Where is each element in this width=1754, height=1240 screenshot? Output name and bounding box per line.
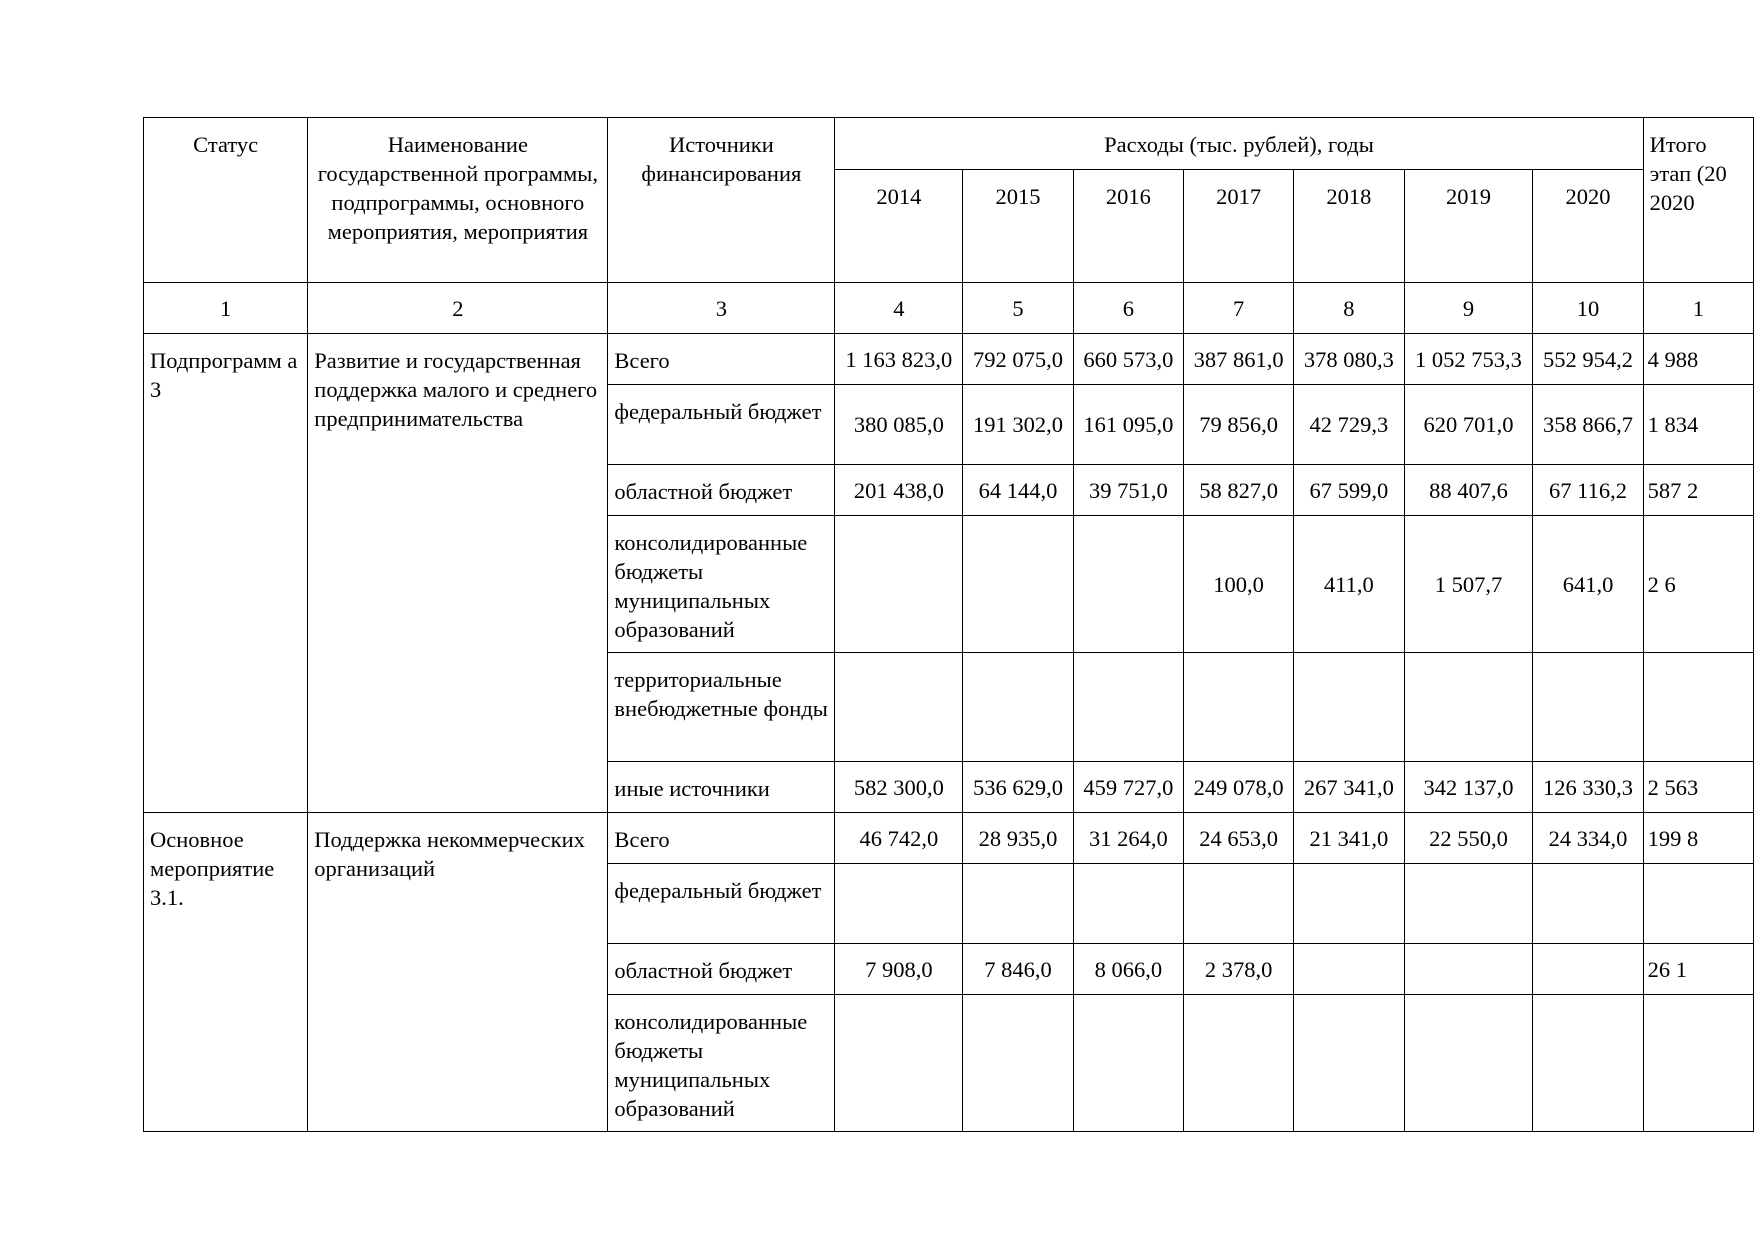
header-year: 2018 — [1294, 170, 1404, 283]
program-name-cell: Развитие и государственная поддержка малого и среднего предпринимательства — [308, 334, 608, 813]
expense-value-cell: 1 163 823,0 — [835, 334, 963, 385]
expense-value-cell: 459 727,0 — [1073, 762, 1183, 813]
total-value-cell: 4 988 — [1643, 334, 1753, 385]
header-year: 2015 — [963, 170, 1073, 283]
expense-value-cell — [1183, 864, 1293, 944]
expense-value-cell — [835, 516, 963, 653]
expense-value-cell: 378 080,3 — [1294, 334, 1404, 385]
expense-value-cell: 620 701,0 — [1404, 385, 1533, 465]
expense-value-cell: 660 573,0 — [1073, 334, 1183, 385]
table-body — [144, 334, 1754, 1132]
expense-value-cell: 582 300,0 — [835, 762, 963, 813]
total-value-cell — [1643, 864, 1753, 944]
budget-table — [143, 117, 1754, 1132]
status-cell: Подпрограмм а 3 — [144, 334, 308, 813]
expense-value-cell: 58 827,0 — [1183, 465, 1293, 516]
header-total: Итого этап (20 2020 — [1643, 118, 1753, 283]
expense-value-cell — [1533, 944, 1643, 995]
funding-source-cell: Всего — [608, 813, 835, 864]
expense-value-cell — [1294, 864, 1404, 944]
header-funding-sources: Источники финансирования — [608, 118, 835, 283]
total-value-cell: 199 8 — [1643, 813, 1753, 864]
expense-value-cell — [1073, 516, 1183, 653]
expense-value-cell — [1404, 653, 1533, 762]
header-expenses: Расходы (тыс. рублей), годы — [835, 118, 1643, 170]
column-number: 1 — [144, 283, 308, 334]
funding-source-cell: Всего — [608, 334, 835, 385]
funding-source-cell: областной бюджет — [608, 944, 835, 995]
expense-value-cell — [1404, 944, 1533, 995]
status-cell: Основное мероприятие 3.1. — [144, 813, 308, 1132]
expense-value-cell — [835, 995, 963, 1132]
expense-value-cell: 39 751,0 — [1073, 465, 1183, 516]
expense-value-cell — [835, 653, 963, 762]
expense-value-cell: 342 137,0 — [1404, 762, 1533, 813]
expense-value-cell: 79 856,0 — [1183, 385, 1293, 465]
expense-value-cell: 21 341,0 — [1294, 813, 1404, 864]
total-value-cell: 1 834 — [1643, 385, 1753, 465]
expense-value-cell: 31 264,0 — [1073, 813, 1183, 864]
expense-value-cell — [963, 864, 1073, 944]
funding-source-cell: консолидированные бюджеты муниципальных образований — [608, 516, 835, 653]
total-value-cell: 587 2 — [1643, 465, 1753, 516]
expense-value-cell: 67 116,2 — [1533, 465, 1643, 516]
expense-value-cell — [1073, 995, 1183, 1132]
expense-value-cell: 100,0 — [1183, 516, 1293, 653]
expense-value-cell — [963, 653, 1073, 762]
expense-value-cell — [1073, 653, 1183, 762]
total-value-cell — [1643, 995, 1753, 1132]
expense-value-cell: 792 075,0 — [963, 334, 1073, 385]
expense-value-cell — [1533, 995, 1643, 1132]
column-number: 6 — [1073, 283, 1183, 334]
expense-value-cell: 249 078,0 — [1183, 762, 1293, 813]
funding-source-cell: федеральный бюджет — [608, 385, 835, 465]
header-year: 2020 — [1533, 170, 1643, 283]
expense-value-cell: 8 066,0 — [1073, 944, 1183, 995]
expense-value-cell: 1 507,7 — [1404, 516, 1533, 653]
column-number: 2 — [308, 283, 608, 334]
total-value-cell — [1643, 653, 1753, 762]
expense-value-cell: 28 935,0 — [963, 813, 1073, 864]
expense-value-cell: 7 846,0 — [963, 944, 1073, 995]
funding-source-cell: иные источники — [608, 762, 835, 813]
expense-value-cell — [1183, 995, 1293, 1132]
column-number: 7 — [1183, 283, 1293, 334]
expense-value-cell — [1404, 864, 1533, 944]
column-number: 10 — [1533, 283, 1643, 334]
column-number: 1 — [1643, 283, 1753, 334]
expense-value-cell: 161 095,0 — [1073, 385, 1183, 465]
expense-value-cell — [1183, 653, 1293, 762]
header-status: Статус — [144, 118, 308, 283]
expense-value-cell: 191 302,0 — [963, 385, 1073, 465]
expense-value-cell — [1533, 864, 1643, 944]
expense-value-cell: 67 599,0 — [1294, 465, 1404, 516]
header-year: 2016 — [1073, 170, 1183, 283]
expense-value-cell: 387 861,0 — [1183, 334, 1293, 385]
header-year: 2019 — [1404, 170, 1533, 283]
total-value-cell: 2 6 — [1643, 516, 1753, 653]
column-number: 3 — [608, 283, 835, 334]
expense-value-cell: 46 742,0 — [835, 813, 963, 864]
expense-value-cell — [1294, 653, 1404, 762]
total-value-cell: 2 563 — [1643, 762, 1753, 813]
program-name-cell: Поддержка некоммерческих организаций — [308, 813, 608, 1132]
total-value-cell: 26 1 — [1643, 944, 1753, 995]
header-year: 2014 — [835, 170, 963, 283]
expense-value-cell: 380 085,0 — [835, 385, 963, 465]
expense-value-cell — [1073, 864, 1183, 944]
expense-value-cell: 411,0 — [1294, 516, 1404, 653]
funding-source-cell: консолидированные бюджеты муниципальных образований — [608, 995, 835, 1132]
expense-value-cell: 22 550,0 — [1404, 813, 1533, 864]
expense-value-cell — [963, 516, 1073, 653]
table-row — [144, 813, 1754, 864]
expense-value-cell — [1404, 995, 1533, 1132]
expense-value-cell — [1533, 653, 1643, 762]
expense-value-cell — [1294, 995, 1404, 1132]
expense-value-cell: 358 866,7 — [1533, 385, 1643, 465]
expense-value-cell: 552 954,2 — [1533, 334, 1643, 385]
expense-value-cell: 42 729,3 — [1294, 385, 1404, 465]
budget-table-sheet — [143, 117, 1754, 1132]
column-number: 4 — [835, 283, 963, 334]
expense-value-cell: 2 378,0 — [1183, 944, 1293, 995]
expense-value-cell: 641,0 — [1533, 516, 1643, 653]
expense-value-cell — [1294, 944, 1404, 995]
expense-value-cell: 126 330,3 — [1533, 762, 1643, 813]
expense-value-cell: 24 334,0 — [1533, 813, 1643, 864]
expense-value-cell — [835, 864, 963, 944]
funding-source-cell: федеральный бюджет — [608, 864, 835, 944]
funding-source-cell: территориальные внебюджетные фонды — [608, 653, 835, 762]
header-program-name: Наименование государственной программы, подпрограммы, основного мероприятия, мероприятия — [308, 118, 608, 283]
expense-value-cell: 1 052 753,3 — [1404, 334, 1533, 385]
column-number: 5 — [963, 283, 1073, 334]
expense-value-cell: 64 144,0 — [963, 465, 1073, 516]
expense-value-cell: 201 438,0 — [835, 465, 963, 516]
funding-source-cell: областной бюджет — [608, 465, 835, 516]
expense-value-cell: 7 908,0 — [835, 944, 963, 995]
expense-value-cell — [963, 995, 1073, 1132]
column-number: 8 — [1294, 283, 1404, 334]
column-number: 9 — [1404, 283, 1533, 334]
table-row — [144, 334, 1754, 385]
expense-value-cell: 536 629,0 — [963, 762, 1073, 813]
expense-value-cell: 267 341,0 — [1294, 762, 1404, 813]
header-year: 2017 — [1183, 170, 1293, 283]
expense-value-cell: 88 407,6 — [1404, 465, 1533, 516]
expense-value-cell: 24 653,0 — [1183, 813, 1293, 864]
